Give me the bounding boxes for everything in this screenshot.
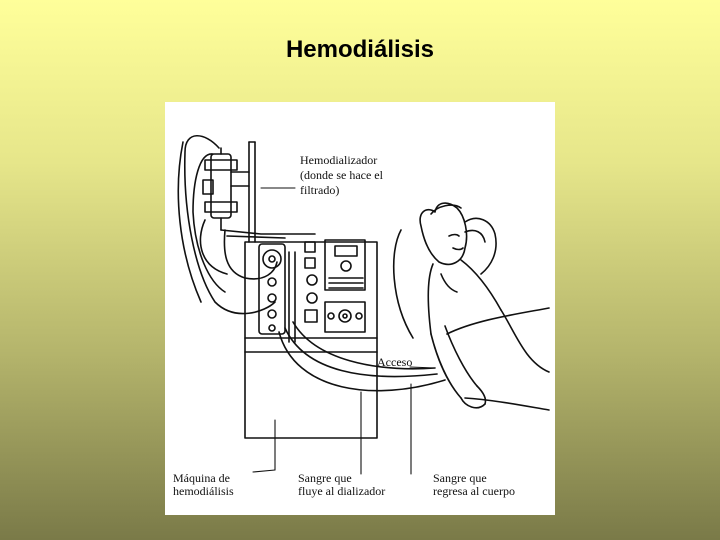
label-dialyzer-line3: filtrado): [300, 183, 340, 197]
label-blood-in-line2: fluye al dializador: [298, 484, 386, 498]
label-blood-out-line2: regresa al cuerpo: [433, 484, 515, 498]
label-machine-line2: hemodiálisis: [173, 484, 234, 498]
label-blood-out-line1: Sangre que: [433, 471, 487, 485]
dialysis-machine: [245, 240, 377, 438]
label-dialyzer-line2: (donde se hace el: [300, 168, 383, 182]
label-access: Acceso: [377, 355, 413, 369]
label-machine-line1: Máquina de: [173, 471, 230, 485]
illustration-drawing: [165, 102, 555, 515]
tubing-loops: [178, 136, 277, 314]
slide-title: Hemodiálisis: [285, 36, 435, 63]
leader-lines: [253, 188, 435, 474]
dialyzer: [203, 148, 249, 230]
leader-access: [410, 367, 435, 368]
iv-pole: [249, 142, 255, 242]
hemodialysis-illustration: [165, 102, 555, 515]
label-blood-in-line1: Sangre que: [298, 471, 352, 485]
label-dialyzer-line1: Hemodializador: [300, 153, 378, 167]
tube-to-machine: [221, 230, 315, 234]
patient: [394, 203, 549, 410]
